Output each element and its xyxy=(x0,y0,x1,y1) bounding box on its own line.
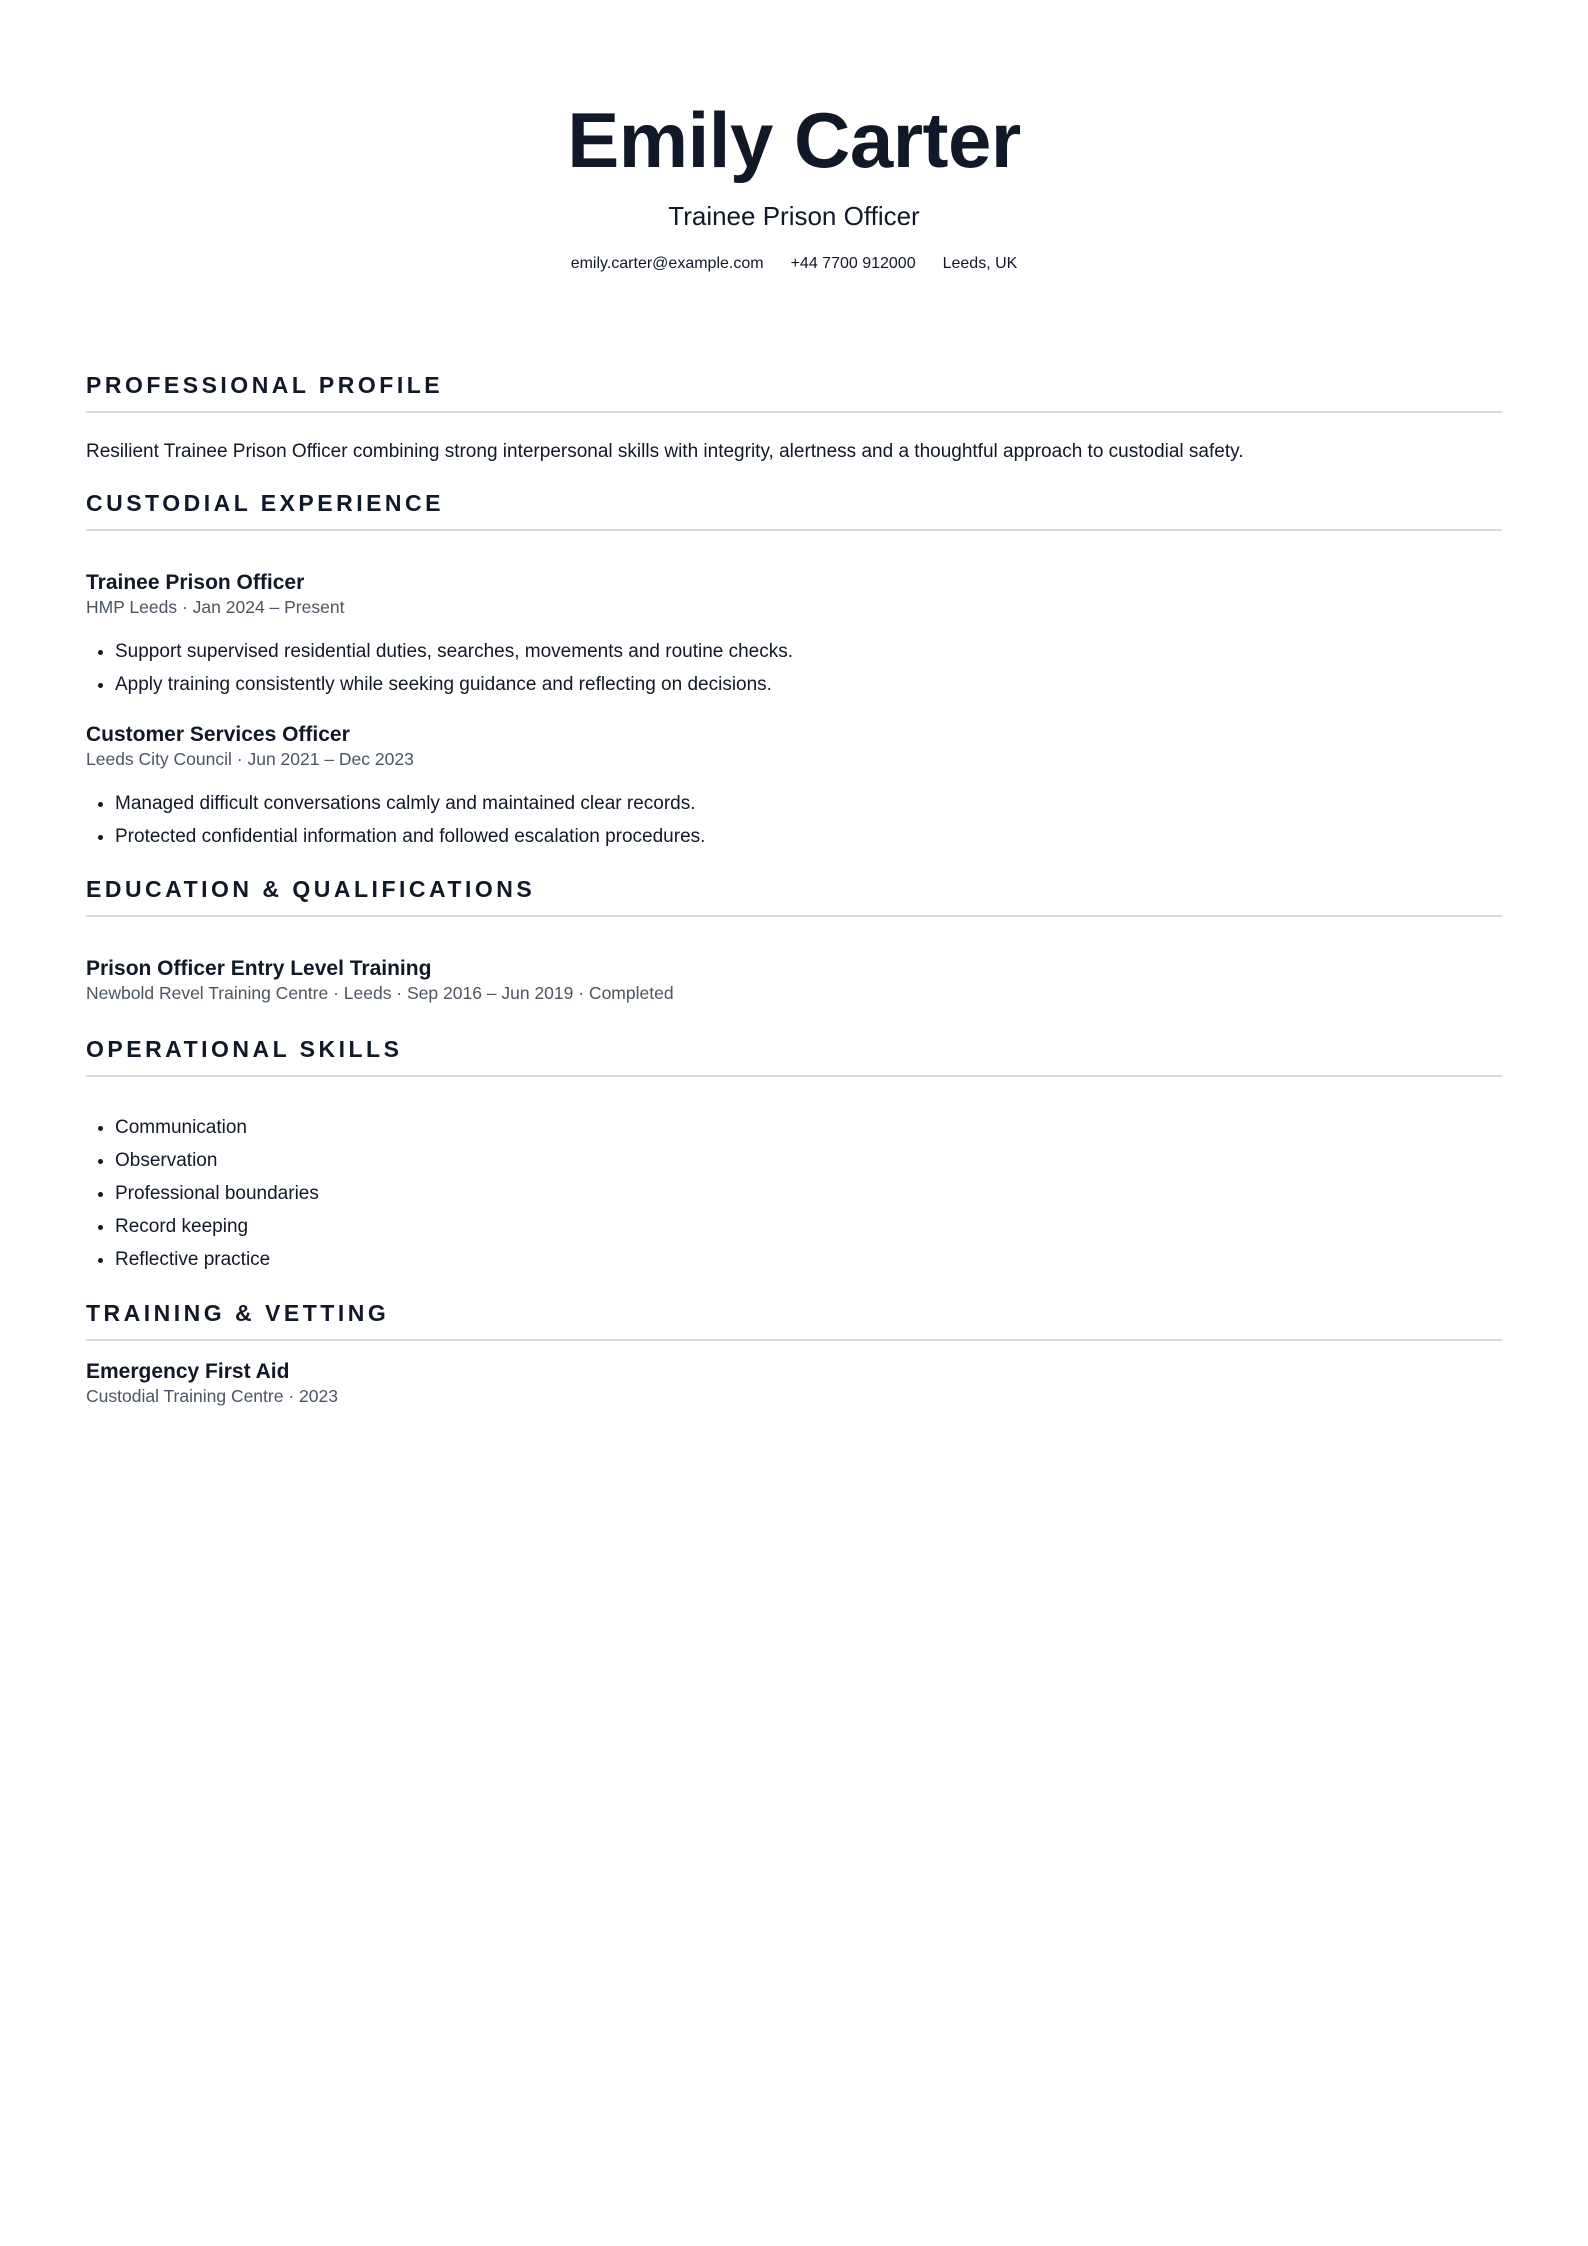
skill-item: • Professional boundaries xyxy=(115,1177,1502,1210)
contact-location: Leeds, UK xyxy=(942,255,1018,272)
skill-item: • Reflective practice xyxy=(115,1243,1502,1276)
skill-item: • Record keeping xyxy=(115,1210,1502,1243)
section-divider xyxy=(86,915,1502,917)
section-title-skills: OPERATIONAL SKILLS xyxy=(86,1036,403,1062)
training-entry xyxy=(86,1359,1502,1407)
job-entry xyxy=(86,722,1502,853)
job-bullet: • Managed difficult conversations calmly and maintained clear records. xyxy=(115,787,1502,820)
job-bullets xyxy=(86,635,1502,701)
profile-summary: Resilient Trainee Prison Officer combining strong interpersonal skills with integrity, alertness and a thoughtful approach to custodial safety. xyxy=(86,441,1244,462)
section-divider xyxy=(86,1075,1502,1077)
job-bullet: • Protected confidential information and followed escalation procedures. xyxy=(115,820,1502,853)
job-role: Customer Services Officer xyxy=(86,723,350,746)
section-divider xyxy=(86,529,1502,531)
section-education xyxy=(86,874,1502,1004)
job-entry xyxy=(86,570,1502,701)
section-training xyxy=(86,1298,1502,1407)
skill-item: • Observation xyxy=(115,1144,1502,1177)
job-bullets xyxy=(86,787,1502,853)
job-role: Trainee Prison Officer xyxy=(86,571,305,594)
job-bullet: • Support supervised residential duties, searches, movements and routine checks. xyxy=(115,635,1502,668)
education-entry xyxy=(86,956,1502,1004)
contact-phone: +44 7700 912000 xyxy=(790,255,916,272)
resume-header xyxy=(86,0,1502,274)
section-title-profile: PROFESSIONAL PROFILE xyxy=(86,372,444,398)
education-name: Prison Officer Entry Level Training xyxy=(86,957,432,980)
contact-email: emily.carter@example.com xyxy=(570,255,764,272)
section-title-education: EDUCATION & QUALIFICATIONS xyxy=(86,876,536,902)
contact-line xyxy=(86,254,1502,274)
section-title-experience: CUSTODIAL EXPERIENCE xyxy=(86,490,444,516)
training-name: Emergency First Aid xyxy=(86,1360,290,1383)
candidate-headline: Trainee Prison Officer xyxy=(668,201,920,231)
candidate-name: Emily Carter xyxy=(567,96,1021,184)
section-profile xyxy=(86,370,1502,465)
education-meta: Newbold Revel Training Centre · Leeds · Sep 2016 – Jun 2019 · Completed xyxy=(86,983,674,1003)
skill-item: • Communication xyxy=(115,1111,1502,1144)
section-title-training: TRAINING & VETTING xyxy=(86,1300,390,1326)
section-divider xyxy=(86,1339,1502,1341)
section-skills xyxy=(86,1034,1502,1276)
job-bullet: • Apply training consistently while seeking guidance and reflecting on decisions. xyxy=(115,668,1502,701)
job-meta: HMP Leeds · Jan 2024 – Present xyxy=(86,597,345,617)
section-divider xyxy=(86,411,1502,413)
job-meta: Leeds City Council · Jun 2021 – Dec 2023 xyxy=(86,749,414,769)
section-experience xyxy=(86,488,1502,853)
training-meta: Custodial Training Centre · 2023 xyxy=(86,1386,338,1406)
skills-list xyxy=(86,1111,1502,1276)
